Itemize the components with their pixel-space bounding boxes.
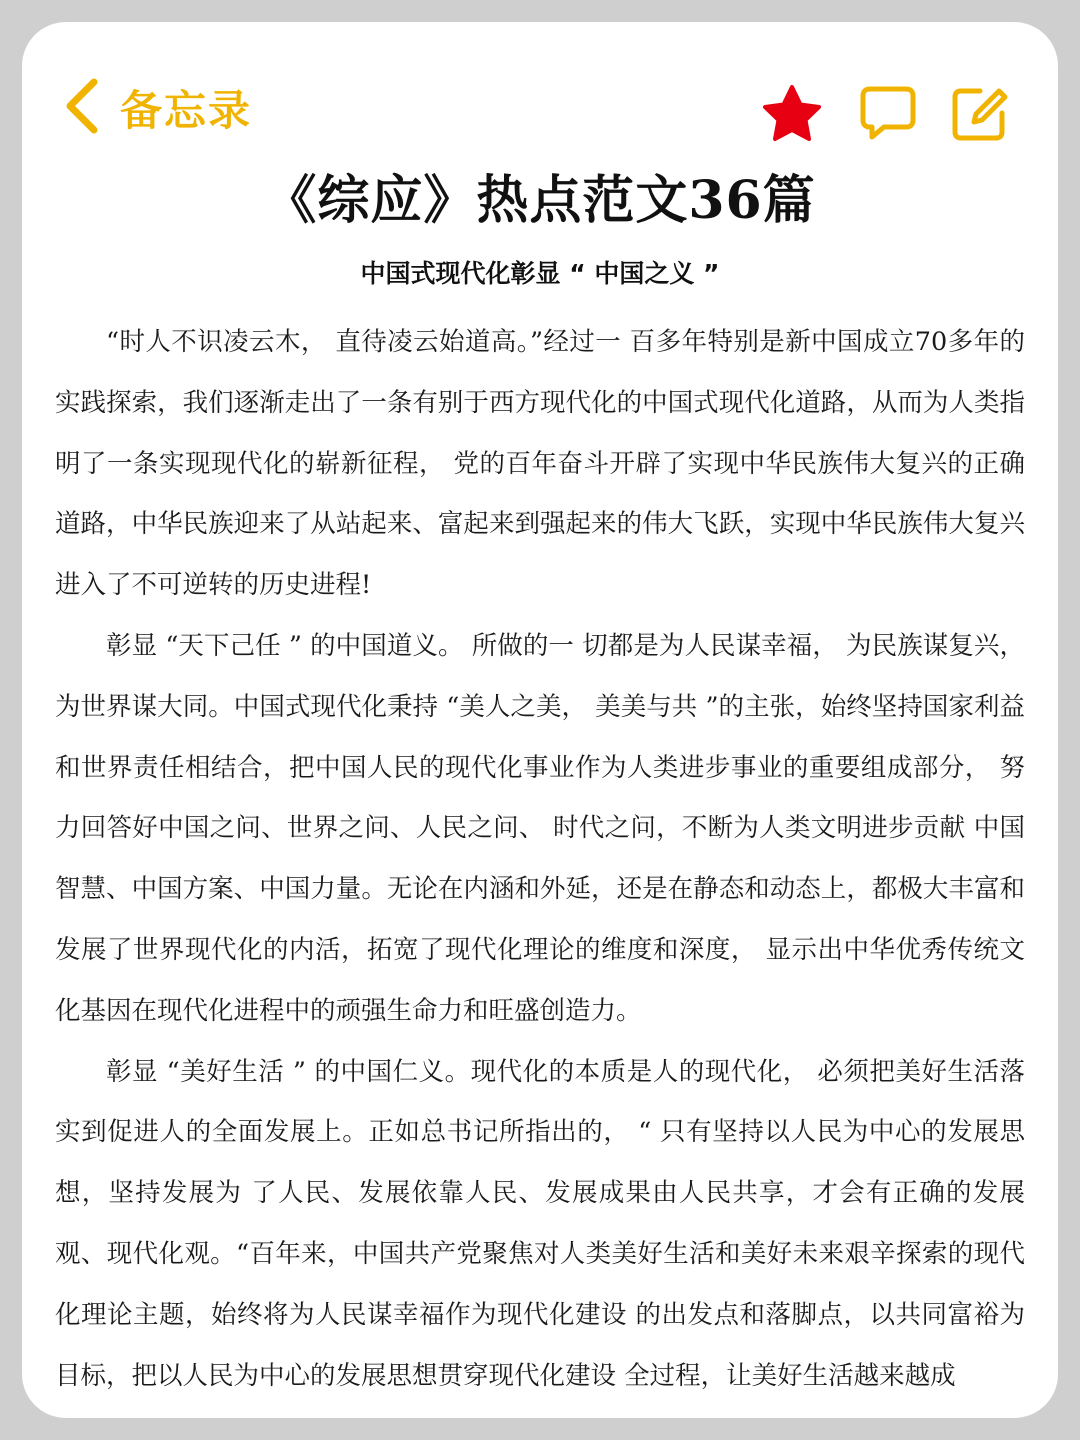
- document-body: [55, 312, 1025, 1406]
- back-label: 备忘录: [120, 86, 253, 135]
- star-button[interactable]: [762, 84, 822, 142]
- paragraph: “时人不识凌云木， 直待凌云始道高。”经过一 百多年特别是新中国成立70多年的实践探索，我们逐渐走出了一条有别于西方现代化的中国式现代化道路，从而为人类指明了一条实现现代化的崭新征程， 党的百年奋斗开辟了实现中华民族伟大复兴的正确道路，中华民族迎来了从站起来、富起来到强起来的伟大飞跃，实现中华民族伟大复兴进入了不可逆转的历史进程!: [55, 327, 1025, 601]
- edit-button[interactable]: [950, 84, 1010, 142]
- comment-icon: [858, 84, 918, 142]
- edit-icon: [950, 84, 1010, 142]
- note-screen: [22, 22, 1058, 1418]
- chevron-left-icon: [64, 78, 98, 138]
- star-icon: [762, 84, 822, 142]
- document-subtitle: 中国式现代化彰显 “ 中国之义 ”: [360, 259, 720, 288]
- paragraph: 彰显 “美好生活 ” 的中国仁义。现代化的本质是人的现代化， 必须把美好生活落实到促进人的全面发展上。正如总书记所指出的， “ 只有坚持以人民为中心的发展思想，坚持发展为 了人民、发展依靠人民、发展成果由人民共享，才会有正确的发展观、现代化观。“百年来，中国共产党聚焦对人类美好生活和美好未来艰辛探索的现代化理论主题，始终将为人民谋幸福作为现代化建设 的出发点和落脚点，以共同富裕为目标，把以人民为中心的发展思想贯穿现代化建设 全过程，让美好生活越来越成: [55, 1056, 1025, 1391]
- top-toolbar: [22, 22, 1058, 172]
- comment-button[interactable]: [858, 84, 918, 142]
- paragraph: 彰显 “天下己任 ” 的中国道义。 所做的一 切都是为人民谋幸福， 为民族谋复兴， 为世界谋大同。中国式现代化秉持 “美人之美， 美美与共 ”的主张，始终坚持国家利益和世界责任相结合，把中国人民的现代化事业作为人类进步事业的重要组成部分， 努力回答好中国之问、世界之问、人民之问、 时代之问，不断为人类文明进步贡献 中国智慧、中国方案、中国力量。无论在内涵和外延，还是在静态和动态上，都极大丰富和发展了世界现代化的内活，拓宽了现代化理论的维度和深度， 显示出中华优秀传统文化基因在现代化进程中的顽强生命力和旺盛创造力。: [55, 630, 1025, 1026]
- document-title: 《综应》热点范文36篇: [264, 170, 816, 231]
- back-button[interactable]: [64, 78, 252, 138]
